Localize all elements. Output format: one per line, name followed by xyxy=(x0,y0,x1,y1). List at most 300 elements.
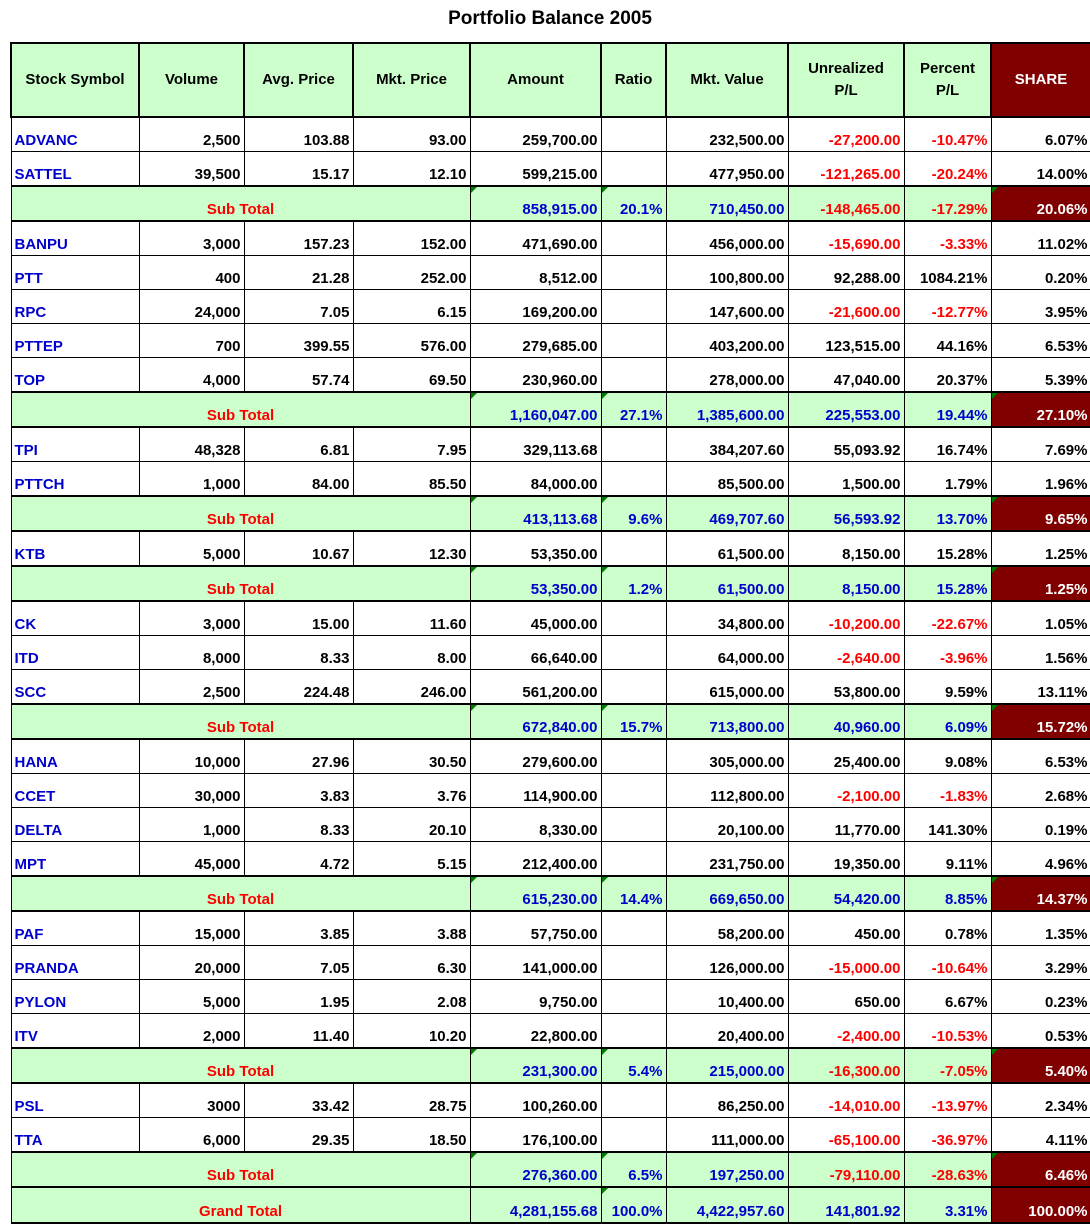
cell-mkt-value[interactable]: 111,000.00 xyxy=(666,1118,788,1153)
subtotal-mkt-value[interactable]: 710,450.00 xyxy=(666,186,788,221)
cell-symbol[interactable]: ITV xyxy=(11,1014,139,1049)
grand-total-unrealized[interactable]: 141,801.92 xyxy=(788,1187,904,1223)
cell-amount[interactable]: 176,100.00 xyxy=(470,1118,601,1153)
cell-percent[interactable]: 141.30% xyxy=(904,808,991,842)
cell-mkt-value[interactable]: 477,950.00 xyxy=(666,152,788,187)
subtotal-unrealized[interactable]: 54,420.00 xyxy=(788,876,904,911)
cell-share[interactable]: 7.69% xyxy=(991,427,1090,462)
cell-amount[interactable]: 329,113.68 xyxy=(470,427,601,462)
header-amount[interactable]: Amount xyxy=(470,43,601,117)
subtotal-ratio[interactable]: 5.4% xyxy=(601,1048,666,1083)
subtotal-mkt-value[interactable]: 469,707.60 xyxy=(666,496,788,531)
cell-mkt-price[interactable]: 5.15 xyxy=(353,842,470,877)
grand-total-ratio[interactable]: 100.0% xyxy=(601,1187,666,1223)
cell-avg-price[interactable]: 3.83 xyxy=(244,774,353,808)
subtotal-amount[interactable]: 615,230.00 xyxy=(470,876,601,911)
subtotal-amount[interactable]: 276,360.00 xyxy=(470,1152,601,1187)
cell-symbol[interactable]: PSL xyxy=(11,1083,139,1118)
cell-amount[interactable]: 230,960.00 xyxy=(470,358,601,393)
header-percent-pl[interactable] xyxy=(904,43,991,117)
cell-percent[interactable]: 1.79% xyxy=(904,462,991,497)
cell-mkt-value[interactable]: 126,000.00 xyxy=(666,946,788,980)
cell-symbol[interactable]: PTTCH xyxy=(11,462,139,497)
subtotal-label[interactable]: Sub Total xyxy=(11,704,470,739)
cell-share[interactable]: 0.23% xyxy=(991,980,1090,1014)
cell-share[interactable]: 1.25% xyxy=(991,531,1090,566)
cell-ratio[interactable] xyxy=(601,980,666,1014)
subtotal-unrealized[interactable]: 56,593.92 xyxy=(788,496,904,531)
cell-mkt-value[interactable]: 20,100.00 xyxy=(666,808,788,842)
cell-avg-price[interactable]: 15.00 xyxy=(244,601,353,636)
cell-percent[interactable]: -10.64% xyxy=(904,946,991,980)
cell-mkt-value[interactable]: 456,000.00 xyxy=(666,221,788,256)
cell-mkt-value[interactable]: 231,750.00 xyxy=(666,842,788,877)
cell-share[interactable]: 2.68% xyxy=(991,774,1090,808)
subtotal-amount[interactable]: 672,840.00 xyxy=(470,704,601,739)
subtotal-label[interactable]: Sub Total xyxy=(11,566,470,601)
cell-amount[interactable]: 599,215.00 xyxy=(470,152,601,187)
cell-mkt-value[interactable]: 85,500.00 xyxy=(666,462,788,497)
cell-volume[interactable]: 39,500 xyxy=(139,152,244,187)
cell-volume[interactable]: 3,000 xyxy=(139,601,244,636)
cell-amount[interactable]: 259,700.00 xyxy=(470,117,601,152)
cell-amount[interactable]: 66,640.00 xyxy=(470,636,601,670)
cell-volume[interactable]: 5,000 xyxy=(139,980,244,1014)
cell-mkt-price[interactable]: 252.00 xyxy=(353,256,470,290)
subtotal-share[interactable]: 15.72% xyxy=(991,704,1090,739)
subtotal-mkt-value[interactable]: 197,250.00 xyxy=(666,1152,788,1187)
cell-mkt-value[interactable]: 615,000.00 xyxy=(666,670,788,705)
cell-percent[interactable]: 0.78% xyxy=(904,911,991,946)
cell-symbol[interactable]: ITD xyxy=(11,636,139,670)
cell-ratio[interactable] xyxy=(601,842,666,877)
header-mkt-price[interactable]: Mkt. Price xyxy=(353,43,470,117)
cell-amount[interactable]: 8,330.00 xyxy=(470,808,601,842)
cell-amount[interactable]: 100,260.00 xyxy=(470,1083,601,1118)
cell-mkt-price[interactable]: 10.20 xyxy=(353,1014,470,1049)
cell-unrealized[interactable]: 47,040.00 xyxy=(788,358,904,393)
cell-share[interactable]: 14.00% xyxy=(991,152,1090,187)
subtotal-label[interactable]: Sub Total xyxy=(11,876,470,911)
subtotal-label[interactable]: Sub Total xyxy=(11,186,470,221)
cell-ratio[interactable] xyxy=(601,290,666,324)
cell-unrealized[interactable]: 1,500.00 xyxy=(788,462,904,497)
cell-share[interactable]: 2.34% xyxy=(991,1083,1090,1118)
cell-share[interactable]: 11.02% xyxy=(991,221,1090,256)
cell-percent[interactable]: -3.96% xyxy=(904,636,991,670)
subtotal-share[interactable]: 5.40% xyxy=(991,1048,1090,1083)
cell-mkt-price[interactable]: 18.50 xyxy=(353,1118,470,1153)
cell-share[interactable]: 1.56% xyxy=(991,636,1090,670)
header-stock-symbol[interactable]: Stock Symbol xyxy=(11,43,139,117)
cell-unrealized[interactable]: -14,010.00 xyxy=(788,1083,904,1118)
cell-share[interactable]: 13.11% xyxy=(991,670,1090,705)
cell-volume[interactable]: 3,000 xyxy=(139,221,244,256)
cell-percent[interactable]: -10.53% xyxy=(904,1014,991,1049)
cell-mkt-price[interactable]: 152.00 xyxy=(353,221,470,256)
cell-symbol[interactable]: KTB xyxy=(11,531,139,566)
cell-ratio[interactable] xyxy=(601,946,666,980)
cell-mkt-value[interactable]: 10,400.00 xyxy=(666,980,788,1014)
subtotal-unrealized[interactable]: -148,465.00 xyxy=(788,186,904,221)
cell-amount[interactable]: 169,200.00 xyxy=(470,290,601,324)
cell-ratio[interactable] xyxy=(601,462,666,497)
grand-total-percent[interactable]: 3.31% xyxy=(904,1187,991,1223)
cell-symbol[interactable]: DELTA xyxy=(11,808,139,842)
cell-ratio[interactable] xyxy=(601,636,666,670)
cell-ratio[interactable] xyxy=(601,911,666,946)
cell-symbol[interactable]: PRANDA xyxy=(11,946,139,980)
cell-ratio[interactable] xyxy=(601,774,666,808)
cell-percent[interactable]: 16.74% xyxy=(904,427,991,462)
cell-avg-price[interactable]: 7.05 xyxy=(244,290,353,324)
cell-ratio[interactable] xyxy=(601,152,666,187)
grand-total-share[interactable]: 100.00% xyxy=(991,1187,1090,1223)
subtotal-unrealized[interactable]: 40,960.00 xyxy=(788,704,904,739)
cell-avg-price[interactable]: 157.23 xyxy=(244,221,353,256)
cell-ratio[interactable] xyxy=(601,256,666,290)
subtotal-share[interactable]: 1.25% xyxy=(991,566,1090,601)
subtotal-share[interactable]: 9.65% xyxy=(991,496,1090,531)
subtotal-percent[interactable]: 19.44% xyxy=(904,392,991,427)
cell-unrealized[interactable]: 92,288.00 xyxy=(788,256,904,290)
cell-mkt-price[interactable]: 12.10 xyxy=(353,152,470,187)
cell-mkt-price[interactable]: 6.15 xyxy=(353,290,470,324)
cell-avg-price[interactable]: 10.67 xyxy=(244,531,353,566)
cell-mkt-value[interactable]: 58,200.00 xyxy=(666,911,788,946)
cell-mkt-price[interactable]: 6.30 xyxy=(353,946,470,980)
cell-mkt-price[interactable]: 3.88 xyxy=(353,911,470,946)
cell-mkt-price[interactable]: 246.00 xyxy=(353,670,470,705)
cell-volume[interactable]: 1,000 xyxy=(139,808,244,842)
subtotal-percent[interactable]: -7.05% xyxy=(904,1048,991,1083)
cell-amount[interactable]: 212,400.00 xyxy=(470,842,601,877)
cell-mkt-price[interactable]: 69.50 xyxy=(353,358,470,393)
subtotal-mkt-value[interactable]: 215,000.00 xyxy=(666,1048,788,1083)
cell-volume[interactable]: 45,000 xyxy=(139,842,244,877)
cell-avg-price[interactable]: 15.17 xyxy=(244,152,353,187)
cell-ratio[interactable] xyxy=(601,221,666,256)
cell-percent[interactable]: -22.67% xyxy=(904,601,991,636)
cell-mkt-value[interactable]: 112,800.00 xyxy=(666,774,788,808)
cell-amount[interactable]: 141,000.00 xyxy=(470,946,601,980)
cell-symbol[interactable]: TTA xyxy=(11,1118,139,1153)
cell-unrealized[interactable]: 19,350.00 xyxy=(788,842,904,877)
cell-symbol[interactable]: TOP xyxy=(11,358,139,393)
cell-ratio[interactable] xyxy=(601,324,666,358)
cell-ratio[interactable] xyxy=(601,808,666,842)
cell-avg-price[interactable]: 224.48 xyxy=(244,670,353,705)
subtotal-percent[interactable]: 6.09% xyxy=(904,704,991,739)
subtotal-mkt-value[interactable]: 669,650.00 xyxy=(666,876,788,911)
cell-mkt-price[interactable]: 11.60 xyxy=(353,601,470,636)
cell-percent[interactable]: -3.33% xyxy=(904,221,991,256)
subtotal-share[interactable]: 20.06% xyxy=(991,186,1090,221)
cell-share[interactable]: 0.53% xyxy=(991,1014,1090,1049)
cell-amount[interactable]: 8,512.00 xyxy=(470,256,601,290)
cell-mkt-price[interactable]: 28.75 xyxy=(353,1083,470,1118)
subtotal-percent[interactable]: 15.28% xyxy=(904,566,991,601)
grand-total-mkt-value[interactable]: 4,422,957.60 xyxy=(666,1187,788,1223)
header-mkt-value[interactable]: Mkt. Value xyxy=(666,43,788,117)
cell-unrealized[interactable]: -2,100.00 xyxy=(788,774,904,808)
cell-avg-price[interactable]: 1.95 xyxy=(244,980,353,1014)
cell-avg-price[interactable]: 21.28 xyxy=(244,256,353,290)
cell-share[interactable]: 0.20% xyxy=(991,256,1090,290)
cell-share[interactable]: 3.95% xyxy=(991,290,1090,324)
cell-volume[interactable]: 400 xyxy=(139,256,244,290)
cell-unrealized[interactable]: 450.00 xyxy=(788,911,904,946)
cell-unrealized[interactable]: -15,690.00 xyxy=(788,221,904,256)
cell-avg-price[interactable]: 4.72 xyxy=(244,842,353,877)
subtotal-ratio[interactable]: 1.2% xyxy=(601,566,666,601)
cell-ratio[interactable] xyxy=(601,739,666,774)
cell-volume[interactable]: 6,000 xyxy=(139,1118,244,1153)
cell-unrealized[interactable]: 25,400.00 xyxy=(788,739,904,774)
cell-mkt-price[interactable]: 93.00 xyxy=(353,117,470,152)
cell-percent[interactable]: 9.59% xyxy=(904,670,991,705)
cell-amount[interactable]: 53,350.00 xyxy=(470,531,601,566)
cell-symbol[interactable]: HANA xyxy=(11,739,139,774)
cell-share[interactable]: 3.29% xyxy=(991,946,1090,980)
cell-mkt-value[interactable]: 278,000.00 xyxy=(666,358,788,393)
cell-volume[interactable]: 20,000 xyxy=(139,946,244,980)
cell-symbol[interactable]: TPI xyxy=(11,427,139,462)
header-ratio[interactable]: Ratio xyxy=(601,43,666,117)
subtotal-label[interactable]: Sub Total xyxy=(11,392,470,427)
cell-ratio[interactable] xyxy=(601,117,666,152)
cell-symbol[interactable]: CK xyxy=(11,601,139,636)
cell-percent[interactable]: 9.08% xyxy=(904,739,991,774)
subtotal-mkt-value[interactable]: 1,385,600.00 xyxy=(666,392,788,427)
subtotal-unrealized[interactable]: 8,150.00 xyxy=(788,566,904,601)
cell-symbol[interactable]: RPC xyxy=(11,290,139,324)
cell-share[interactable]: 6.07% xyxy=(991,117,1090,152)
cell-mkt-price[interactable]: 30.50 xyxy=(353,739,470,774)
cell-mkt-value[interactable]: 305,000.00 xyxy=(666,739,788,774)
cell-mkt-value[interactable]: 147,600.00 xyxy=(666,290,788,324)
cell-volume[interactable]: 24,000 xyxy=(139,290,244,324)
subtotal-percent[interactable]: 8.85% xyxy=(904,876,991,911)
cell-avg-price[interactable]: 84.00 xyxy=(244,462,353,497)
subtotal-amount[interactable]: 53,350.00 xyxy=(470,566,601,601)
cell-share[interactable]: 5.39% xyxy=(991,358,1090,393)
cell-volume[interactable]: 2,500 xyxy=(139,117,244,152)
cell-ratio[interactable] xyxy=(601,1083,666,1118)
cell-volume[interactable]: 3000 xyxy=(139,1083,244,1118)
subtotal-percent[interactable]: -28.63% xyxy=(904,1152,991,1187)
subtotal-mkt-value[interactable]: 713,800.00 xyxy=(666,704,788,739)
cell-share[interactable]: 0.19% xyxy=(991,808,1090,842)
cell-symbol[interactable]: BANPU xyxy=(11,221,139,256)
cell-avg-price[interactable]: 399.55 xyxy=(244,324,353,358)
header-avg-price[interactable]: Avg. Price xyxy=(244,43,353,117)
cell-mkt-price[interactable]: 7.95 xyxy=(353,427,470,462)
subtotal-amount[interactable]: 1,160,047.00 xyxy=(470,392,601,427)
cell-volume[interactable]: 5,000 xyxy=(139,531,244,566)
cell-unrealized[interactable]: -65,100.00 xyxy=(788,1118,904,1153)
subtotal-amount[interactable]: 858,915.00 xyxy=(470,186,601,221)
cell-unrealized[interactable]: -21,600.00 xyxy=(788,290,904,324)
cell-mkt-value[interactable]: 61,500.00 xyxy=(666,531,788,566)
cell-symbol[interactable]: PYLON xyxy=(11,980,139,1014)
cell-avg-price[interactable]: 33.42 xyxy=(244,1083,353,1118)
cell-ratio[interactable] xyxy=(601,1118,666,1153)
cell-mkt-value[interactable]: 86,250.00 xyxy=(666,1083,788,1118)
subtotal-ratio[interactable]: 9.6% xyxy=(601,496,666,531)
subtotal-mkt-value[interactable]: 61,500.00 xyxy=(666,566,788,601)
cell-mkt-price[interactable]: 576.00 xyxy=(353,324,470,358)
cell-unrealized[interactable]: -2,640.00 xyxy=(788,636,904,670)
cell-mkt-value[interactable]: 232,500.00 xyxy=(666,117,788,152)
cell-volume[interactable]: 15,000 xyxy=(139,911,244,946)
cell-avg-price[interactable]: 29.35 xyxy=(244,1118,353,1153)
cell-mkt-price[interactable]: 85.50 xyxy=(353,462,470,497)
cell-share[interactable]: 1.96% xyxy=(991,462,1090,497)
cell-mkt-value[interactable]: 403,200.00 xyxy=(666,324,788,358)
cell-percent[interactable]: 1084.21% xyxy=(904,256,991,290)
subtotal-ratio[interactable]: 27.1% xyxy=(601,392,666,427)
cell-avg-price[interactable]: 8.33 xyxy=(244,636,353,670)
cell-share[interactable]: 4.96% xyxy=(991,842,1090,877)
cell-mkt-value[interactable]: 100,800.00 xyxy=(666,256,788,290)
cell-unrealized[interactable]: 650.00 xyxy=(788,980,904,1014)
cell-percent[interactable]: -12.77% xyxy=(904,290,991,324)
subtotal-label[interactable]: Sub Total xyxy=(11,1152,470,1187)
cell-amount[interactable]: 45,000.00 xyxy=(470,601,601,636)
cell-volume[interactable]: 48,328 xyxy=(139,427,244,462)
cell-share[interactable]: 1.35% xyxy=(991,911,1090,946)
subtotal-ratio[interactable]: 15.7% xyxy=(601,704,666,739)
cell-unrealized[interactable]: -2,400.00 xyxy=(788,1014,904,1049)
cell-unrealized[interactable]: 55,093.92 xyxy=(788,427,904,462)
cell-symbol[interactable]: SCC xyxy=(11,670,139,705)
cell-ratio[interactable] xyxy=(601,1014,666,1049)
cell-amount[interactable]: 471,690.00 xyxy=(470,221,601,256)
cell-share[interactable]: 6.53% xyxy=(991,739,1090,774)
cell-volume[interactable]: 1,000 xyxy=(139,462,244,497)
cell-percent[interactable]: 15.28% xyxy=(904,531,991,566)
cell-avg-price[interactable]: 6.81 xyxy=(244,427,353,462)
cell-amount[interactable]: 561,200.00 xyxy=(470,670,601,705)
cell-volume[interactable]: 30,000 xyxy=(139,774,244,808)
cell-percent[interactable]: -10.47% xyxy=(904,117,991,152)
cell-unrealized[interactable]: -15,000.00 xyxy=(788,946,904,980)
cell-symbol[interactable]: SATTEL xyxy=(11,152,139,187)
cell-amount[interactable]: 114,900.00 xyxy=(470,774,601,808)
cell-percent[interactable]: 9.11% xyxy=(904,842,991,877)
subtotal-percent[interactable]: 13.70% xyxy=(904,496,991,531)
cell-percent[interactable]: 44.16% xyxy=(904,324,991,358)
cell-volume[interactable]: 8,000 xyxy=(139,636,244,670)
cell-mkt-value[interactable]: 384,207.60 xyxy=(666,427,788,462)
grand-total-amount[interactable]: 4,281,155.68 xyxy=(470,1187,601,1223)
cell-mkt-price[interactable]: 3.76 xyxy=(353,774,470,808)
cell-amount[interactable]: 22,800.00 xyxy=(470,1014,601,1049)
cell-percent[interactable]: -13.97% xyxy=(904,1083,991,1118)
cell-symbol[interactable]: MPT xyxy=(11,842,139,877)
cell-mkt-price[interactable]: 20.10 xyxy=(353,808,470,842)
cell-unrealized[interactable]: 8,150.00 xyxy=(788,531,904,566)
cell-mkt-value[interactable]: 64,000.00 xyxy=(666,636,788,670)
subtotal-unrealized[interactable]: -16,300.00 xyxy=(788,1048,904,1083)
cell-share[interactable]: 1.05% xyxy=(991,601,1090,636)
cell-mkt-price[interactable]: 8.00 xyxy=(353,636,470,670)
header-volume[interactable]: Volume xyxy=(139,43,244,117)
subtotal-unrealized[interactable]: -79,110.00 xyxy=(788,1152,904,1187)
cell-mkt-value[interactable]: 34,800.00 xyxy=(666,601,788,636)
cell-avg-price[interactable]: 8.33 xyxy=(244,808,353,842)
cell-avg-price[interactable]: 3.85 xyxy=(244,911,353,946)
cell-share[interactable]: 4.11% xyxy=(991,1118,1090,1153)
cell-symbol[interactable]: CCET xyxy=(11,774,139,808)
subtotal-label[interactable]: Sub Total xyxy=(11,1048,470,1083)
cell-symbol[interactable]: PTTEP xyxy=(11,324,139,358)
subtotal-share[interactable]: 6.46% xyxy=(991,1152,1090,1187)
cell-avg-price[interactable]: 103.88 xyxy=(244,117,353,152)
cell-avg-price[interactable]: 7.05 xyxy=(244,946,353,980)
cell-volume[interactable]: 10,000 xyxy=(139,739,244,774)
cell-unrealized[interactable]: 11,770.00 xyxy=(788,808,904,842)
cell-amount[interactable]: 84,000.00 xyxy=(470,462,601,497)
subtotal-ratio[interactable]: 20.1% xyxy=(601,186,666,221)
cell-volume[interactable]: 700 xyxy=(139,324,244,358)
cell-amount[interactable]: 57,750.00 xyxy=(470,911,601,946)
cell-ratio[interactable] xyxy=(601,531,666,566)
cell-amount[interactable]: 279,685.00 xyxy=(470,324,601,358)
cell-ratio[interactable] xyxy=(601,670,666,705)
cell-symbol[interactable]: PTT xyxy=(11,256,139,290)
subtotal-amount[interactable]: 413,113.68 xyxy=(470,496,601,531)
cell-mkt-price[interactable]: 2.08 xyxy=(353,980,470,1014)
cell-symbol[interactable]: PAF xyxy=(11,911,139,946)
cell-mkt-value[interactable]: 20,400.00 xyxy=(666,1014,788,1049)
cell-ratio[interactable] xyxy=(601,427,666,462)
cell-unrealized[interactable]: 123,515.00 xyxy=(788,324,904,358)
cell-volume[interactable]: 2,000 xyxy=(139,1014,244,1049)
cell-percent[interactable]: -1.83% xyxy=(904,774,991,808)
cell-avg-price[interactable]: 57.74 xyxy=(244,358,353,393)
header-unrealized-pl[interactable] xyxy=(788,43,904,117)
cell-volume[interactable]: 4,000 xyxy=(139,358,244,393)
subtotal-ratio[interactable]: 6.5% xyxy=(601,1152,666,1187)
header-share[interactable]: SHARE xyxy=(991,43,1090,117)
cell-unrealized[interactable]: -121,265.00 xyxy=(788,152,904,187)
subtotal-unrealized[interactable]: 225,553.00 xyxy=(788,392,904,427)
cell-ratio[interactable] xyxy=(601,358,666,393)
subtotal-share[interactable]: 27.10% xyxy=(991,392,1090,427)
cell-volume[interactable]: 2,500 xyxy=(139,670,244,705)
subtotal-ratio[interactable]: 14.4% xyxy=(601,876,666,911)
cell-unrealized[interactable]: 53,800.00 xyxy=(788,670,904,705)
cell-unrealized[interactable]: -27,200.00 xyxy=(788,117,904,152)
cell-amount[interactable]: 9,750.00 xyxy=(470,980,601,1014)
cell-share[interactable]: 6.53% xyxy=(991,324,1090,358)
subtotal-label[interactable]: Sub Total xyxy=(11,496,470,531)
cell-avg-price[interactable]: 11.40 xyxy=(244,1014,353,1049)
cell-percent[interactable]: 6.67% xyxy=(904,980,991,1014)
cell-percent[interactable]: -20.24% xyxy=(904,152,991,187)
cell-unrealized[interactable]: -10,200.00 xyxy=(788,601,904,636)
cell-percent[interactable]: -36.97% xyxy=(904,1118,991,1153)
subtotal-amount[interactable]: 231,300.00 xyxy=(470,1048,601,1083)
cell-ratio[interactable] xyxy=(601,601,666,636)
cell-symbol[interactable]: ADVANC xyxy=(11,117,139,152)
grand-total-label[interactable]: Grand Total xyxy=(11,1187,470,1223)
cell-avg-price[interactable]: 27.96 xyxy=(244,739,353,774)
cell-amount[interactable]: 279,600.00 xyxy=(470,739,601,774)
cell-mkt-price[interactable]: 12.30 xyxy=(353,531,470,566)
